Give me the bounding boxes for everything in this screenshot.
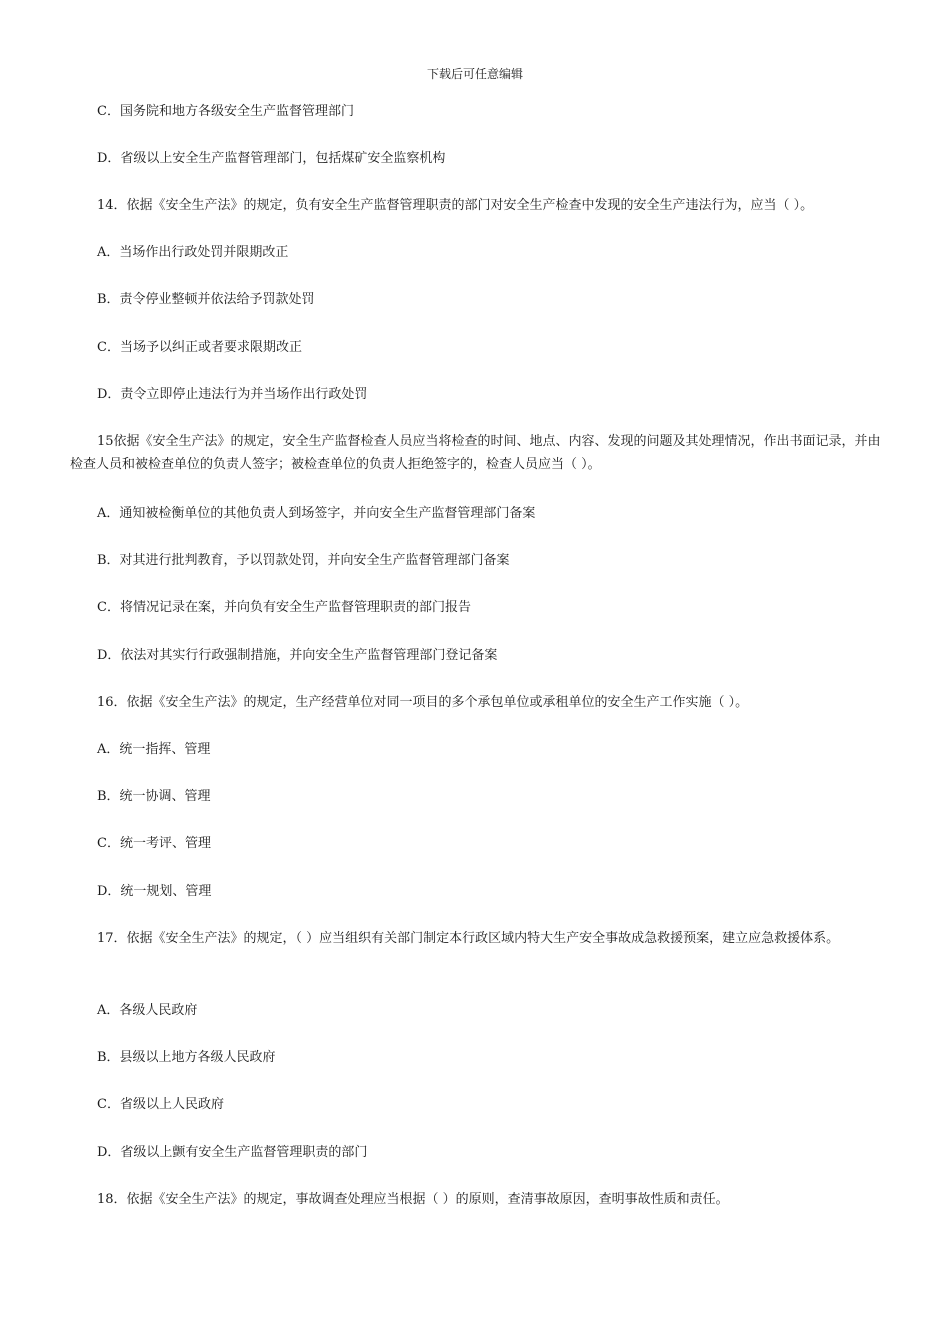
option-13-c: C．国务院和地方各级安全生产监督管理部门 [97, 104, 354, 119]
option-16-d: D．统一规划、管理 [97, 884, 212, 899]
option-15-b: B．对其进行批判教育，予以罚款处罚，并向安全生产监督管理部门备案 [97, 553, 510, 568]
option-16-b: B．统一协调、管理 [97, 789, 211, 804]
question-15: 15依据《安全生产法》的规定，安全生产监督检查人员应当将检查的时间、地点、内容、发现的问题及其处理情况，作出书面记录，并由检查人员和被检查单位的负责人签字；被检查单位的负责人拒绝签字的，检查人员应当（ ）。 [70, 434, 881, 472]
option-17-b: B．县级以上地方各级人民政府 [97, 1050, 276, 1065]
option-14-a: A．当场作出行政处罚并限期改正 [97, 245, 289, 260]
option-14-c: C．当场予以纠正或者要求限期改正 [97, 340, 302, 355]
question-17: 17．依据《安全生产法》的规定，（ ）应当组织有关部门制定本行政区域内特大生产安全事故成急救援预案，建立应急救援体系。 [97, 931, 840, 946]
option-13-d: D．省级以上安全生产监督管理部门，包括煤矿安全监察机构 [97, 151, 446, 166]
option-16-a: A．统一指挥、管理 [97, 742, 211, 757]
page-header: 下载后可任意编辑 [426, 67, 523, 81]
option-15-d: D．依法对其实行行政强制措施，并向安全生产监督管理部门登记备案 [97, 648, 498, 663]
option-17-d: D．省级以上颤有安全生产监督管理职责的部门 [97, 1145, 368, 1160]
option-15-c: C．将情况记录在案，并向负有安全生产监督管理职责的部门报告 [97, 600, 471, 615]
option-14-d: D．责令立即停止违法行为并当场作出行政处罚 [97, 387, 368, 402]
question-18: 18．依据《安全生产法》的规定，事故调查处理应当根据（ ）的原则，查清事故原因，查明事故性质和责任。 [97, 1192, 729, 1207]
option-16-c: C．统一考评、管理 [97, 836, 211, 851]
question-14: 14．依据《安全生产法》的规定，负有安全生产监督管理职责的部门对安全生产检查中发现的安全生产违法行为，应当（ ）。 [97, 198, 814, 213]
question-16: 16．依据《安全生产法》的规定，生产经营单位对同一项目的多个承包单位或承租单位的安全生产工作实施（ ）。 [97, 695, 749, 710]
option-17-c: C．省级以上人民政府 [97, 1097, 224, 1112]
option-15-a: A．通知被检衡单位的其他负责人到场签字，并向安全生产监督管理部门备案 [97, 506, 536, 521]
option-14-b: B．责令停业整顿并依法给予罚款处罚 [97, 292, 315, 307]
option-17-a: A．各级人民政府 [97, 1003, 198, 1018]
